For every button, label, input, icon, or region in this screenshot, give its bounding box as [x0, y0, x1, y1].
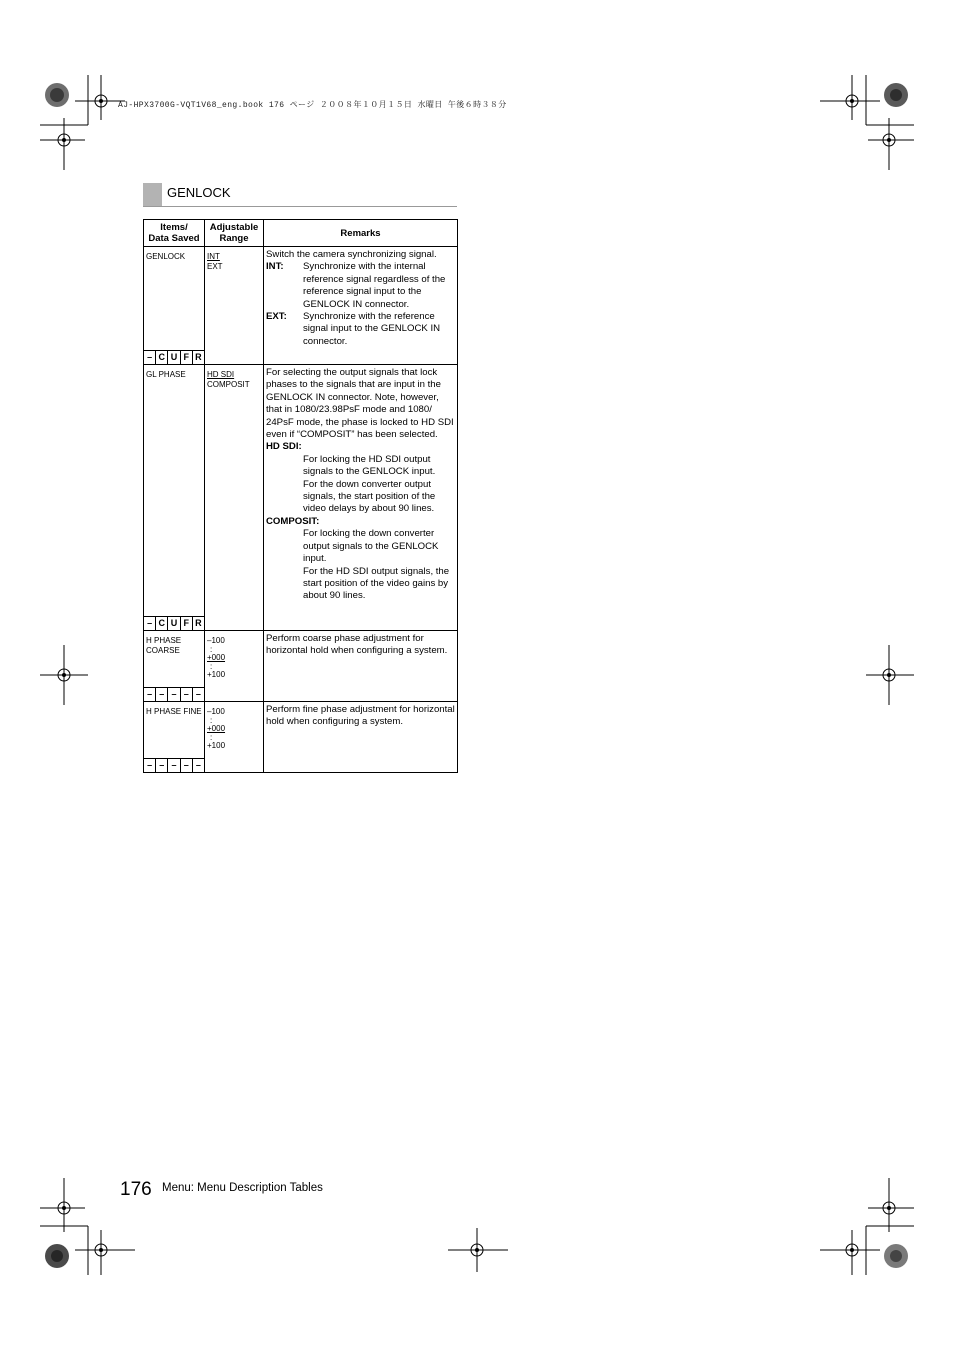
item-name: H PHASE COARSE — [146, 636, 182, 655]
flag: – — [167, 759, 179, 772]
flag: R — [192, 617, 204, 630]
header-range: Adjustable Range — [205, 220, 264, 247]
remarks-cell — [264, 247, 458, 365]
remarks-cell — [264, 631, 458, 702]
remarks-cell — [264, 702, 458, 773]
item-cell — [144, 702, 205, 773]
data-saved-flags — [144, 616, 204, 630]
item-name: GENLOCK — [146, 252, 186, 261]
option-text: For locking the down converter output signals to the GENLOCK input. — [303, 528, 439, 565]
remarks-intro: Perform fine phase adjustment for horizontal hold when configuring a system. — [266, 704, 455, 728]
option-label: INT: — [266, 261, 284, 273]
range-max: +100 — [207, 741, 226, 751]
remarks-intro: Perform coarse phase adjustment for horizontal hold when configuring a system. — [266, 633, 448, 657]
range-default: +000 — [207, 724, 226, 734]
flag: – — [147, 618, 153, 628]
flag: – — [155, 688, 167, 701]
range-value: EXT — [207, 262, 223, 272]
range-default: HD SDI — [207, 370, 235, 379]
flag: U — [167, 351, 179, 364]
flag: – — [167, 688, 179, 701]
print-header: AJ-HPX3700G-VQT1V68_eng.book 176 ページ ２００８年１０月１５日 水曜日 午後６時３８分 — [118, 101, 507, 110]
item-cell — [144, 365, 205, 631]
range-ellipsis: : — [210, 733, 213, 743]
flag: – — [180, 759, 192, 772]
remarks-intro: Switch the camera synchronizing signal. — [266, 249, 437, 260]
table-row — [144, 631, 458, 702]
range-cell — [205, 702, 264, 773]
section-marker — [143, 183, 162, 206]
table-row — [144, 702, 458, 773]
item-name: H PHASE FINE — [146, 707, 202, 716]
range-ellipsis: : — [210, 662, 213, 672]
remarks-cell — [264, 365, 458, 631]
data-saved-flags — [144, 758, 204, 772]
flag: F — [180, 617, 192, 630]
flag: C — [155, 351, 167, 364]
range-default: INT — [207, 252, 220, 261]
remarks-intro: For selecting the output signals that lock phases to the signals that are input in the GENLOCK IN connector. Note, however, that in 1080/23.98PsF mode and 1080/ 24PsF mode, the phase is locked to HD SDI even if “COMPOSIT” has been selected. — [266, 367, 454, 441]
option-text: Synchronize with the internal reference signal regardless of the reference signal input to the GENLOCK IN connector. — [303, 261, 446, 310]
option-text: For the down converter output signals, the start position of the video delays by about 90 lines. — [303, 478, 436, 515]
option-label: COMPOSIT: — [266, 515, 320, 527]
table-header-row — [144, 220, 458, 247]
option-text: For locking the HD SDI output signals to the GENLOCK input. — [303, 453, 436, 478]
range-cell — [205, 631, 264, 702]
range-ellipsis: : — [210, 716, 213, 726]
flag: R — [192, 351, 204, 364]
option-text: Synchronize with the reference signal input to the GENLOCK IN connector. — [303, 311, 441, 347]
header-remarks: Remarks — [264, 220, 458, 247]
header-items: Items/ Data Saved — [144, 220, 205, 247]
flag: – — [155, 759, 167, 772]
section-rule — [143, 206, 457, 207]
item-cell — [144, 631, 205, 702]
flag: – — [180, 688, 192, 701]
range-value: COMPOSIT — [207, 380, 250, 390]
option-label: HD SDI: — [266, 441, 302, 453]
page-number: 176 — [120, 1179, 152, 1200]
flag: – — [147, 352, 153, 362]
item-cell — [144, 247, 205, 365]
range-min: –100 — [207, 707, 225, 716]
data-saved-flags — [144, 350, 204, 364]
range-default: +000 — [207, 653, 226, 663]
flag: – — [192, 688, 204, 701]
page-footer-caption: Menu: Menu Description Tables — [162, 1182, 323, 1194]
table-row — [144, 247, 458, 365]
range-min: –100 — [207, 636, 225, 645]
item-name: GL PHASE — [146, 370, 186, 379]
option-label: EXT: — [266, 311, 287, 323]
range-cell — [205, 365, 264, 631]
menu-table — [143, 219, 458, 773]
flag: – — [192, 759, 204, 772]
table-row — [144, 365, 458, 631]
range-max: +100 — [207, 670, 226, 680]
section-title: GENLOCK — [167, 185, 231, 200]
flag: – — [147, 689, 153, 699]
range-ellipsis: : — [210, 645, 213, 655]
flag: – — [147, 760, 153, 770]
range-cell — [205, 247, 264, 365]
data-saved-flags — [144, 687, 204, 701]
flag: C — [155, 617, 167, 630]
flag: U — [167, 617, 179, 630]
option-text: For the HD SDI output signals, the start position of the video gains by about 90 lines. — [303, 565, 450, 602]
flag: F — [180, 351, 192, 364]
